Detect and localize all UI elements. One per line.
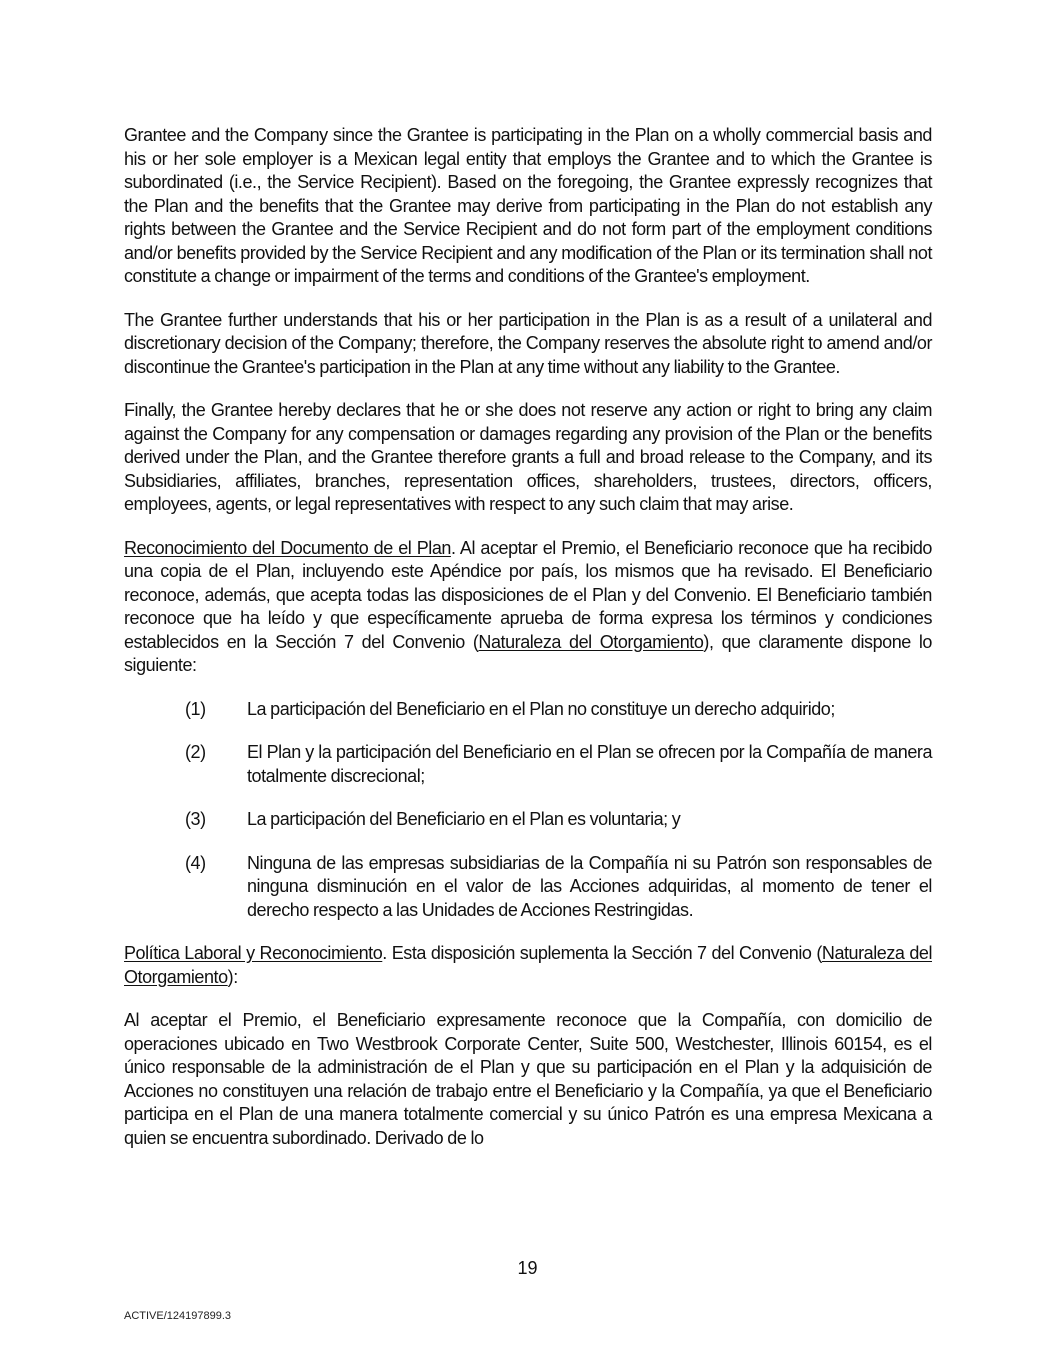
document-body: [124, 124, 932, 1170]
section-reference: Naturaleza del Otorgamiento: [478, 631, 704, 652]
list-item-text: Ninguna de las empresas subsidiarias de la Compañía ni su Patrón son responsables de ninguna disminución en el valor de las Acciones adquiridas, al momento de tener el derecho respecto a las Unidades de Acciones Restringidas.: [247, 852, 932, 920]
paragraph-plan-acknowledgment: [124, 537, 932, 678]
paragraph-2: The Grantee further understands that his or her participation in the Plan is as a result of a unilateral and discretionary decision of the Company; therefore, the Company reserves the absolute right to amend and/or discontinue the Grantee's participation in the Plan at any time without any liability to the Grantee.: [124, 309, 932, 377]
list-item-number: (1): [185, 698, 206, 719]
page-number: 19: [517, 1258, 538, 1278]
paragraph-text: . Al aceptar el Premio, el Beneficiario reconoce que ha recibido una copia de el Plan, incluyendo este Apéndice por país, los mismos que ha revisado. El Beneficiario reconoce, además, que acepta todas las disposiciones de el Plan y del Convenio. El Beneficiario también reconoce que ha leído y que específicamente aprueba de forma expresa los términos y condiciones establecidos en la Sección 7 del Convenio (: [124, 537, 932, 652]
paragraph-3: Finally, the Grantee hereby declares that he or she does not reserve any action or right to bring any claim against the Company for any compensation or damages regarding any provision of the Plan or the benefits derived under the Plan, and the Grantee therefore grants a full and broad release to the Company, and its Subsidiaries, affiliates, branches, representation offices, shareholders, trustees, directors, officers, employees, agents, or legal representatives with respect to any such claim that may arise.: [124, 400, 932, 514]
list-item: [124, 741, 932, 788]
list-item: [124, 698, 932, 722]
paragraph-text: ):: [227, 966, 238, 987]
list-item-text: La participación del Beneficiario en el Plan no constituye un derecho adquirido;: [247, 698, 835, 719]
section-heading: Reconocimiento del Documento de el Plan: [124, 537, 451, 558]
paragraph-text: ), que claramente dispone lo siguiente:: [124, 631, 932, 675]
paragraph-text: . Esta disposición suplementa la Sección 7 del Convenio (: [382, 943, 822, 963]
paragraph-6: Al aceptar el Premio, el Beneficiario expresamente reconoce que la Compañía, con domicilio de operaciones ubicado en Two Westbrook Corporate Center, Suite 500, Westchester, Illinois 60154, es el único responsable de la administración de el Plan y que su participación en el Plan y la adquisición de Acciones no constituyen una relación de trabajo entre el Beneficiario y la Compañía, ya que el Beneficiario participa en el Plan de una manera totalmente comercial y su único Patrón es una empresa Mexicana a quien se encuentra subordinado. Derivado de lo: [124, 1010, 932, 1148]
paragraph-1: Grantee and the Company since the Grantee is participating in the Plan on a wholly commercial basis and his or her sole employer is a Mexican legal entity that employs the Grantee and to which the Grantee is subordinated (i.e., the Service Recipient). Based on the foregoing, the Grantee expressly recognizes that the Plan and the benefits that the Grantee may derive from participating in the Plan do not establish any rights between the Grantee and the Service Recipient and do not form part of the employment conditions and/or benefits provided by the Service Recipient and any modification of the Plan or its termination shall not constitute a change or impairment of the terms and conditions of the Grantee's employment.: [124, 125, 932, 286]
section-reference: Naturaleza del Otorgamiento: [124, 943, 932, 987]
list-item-number: (4): [185, 852, 206, 873]
list-item-text: La participación del Beneficiario en el Plan es voluntaria; y: [247, 809, 681, 829]
document-footer-id: ACTIVE/124197899.3: [124, 1310, 232, 1322]
numbered-list: [124, 698, 932, 923]
paragraph-labor-policy: [124, 942, 932, 989]
section-heading: Política Laboral y Reconocimiento: [124, 943, 383, 963]
list-item-number: (2): [185, 742, 206, 762]
list-item-number: (3): [185, 809, 206, 829]
list-item: [124, 852, 932, 923]
list-item-text: El Plan y la participación del Beneficiario en el Plan se ofrecen por la Compañía de manera totalmente discrecional;: [247, 742, 932, 786]
list-item: [124, 808, 932, 832]
